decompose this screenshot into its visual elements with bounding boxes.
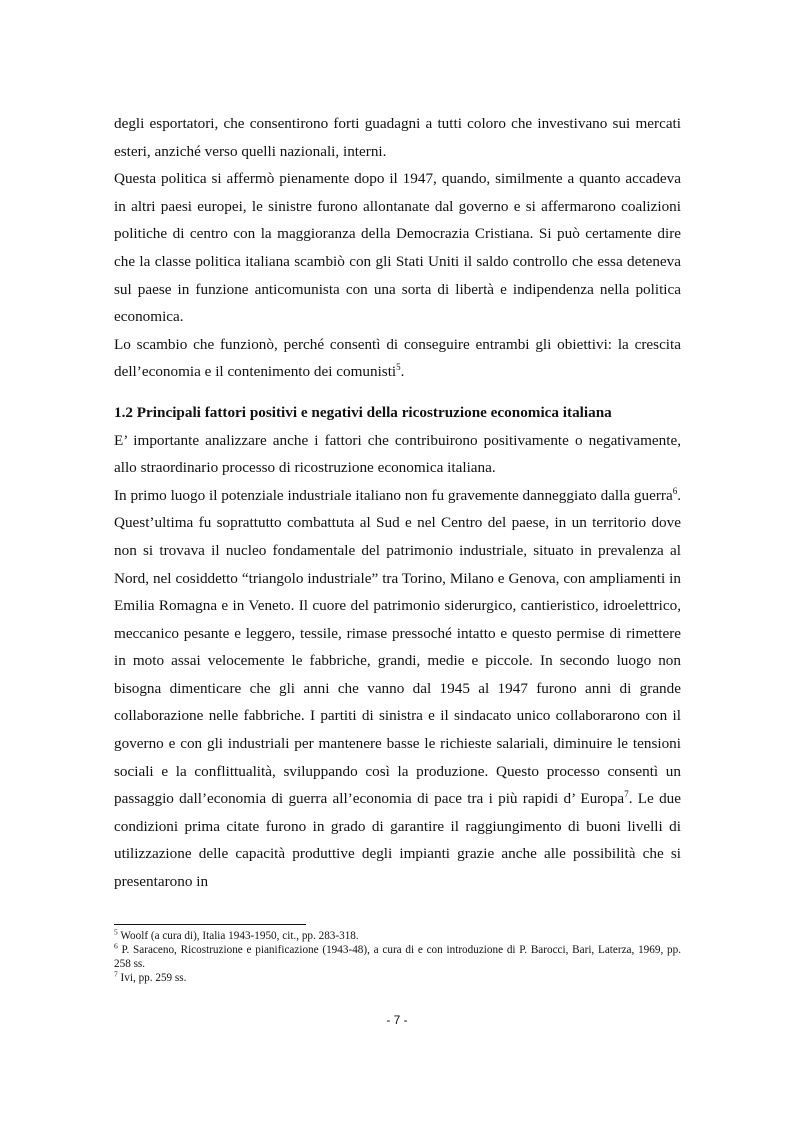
body-text (114, 110, 681, 896)
paragraph (114, 482, 681, 896)
footnote-ref-6[interactable]: 6 (672, 485, 678, 496)
paragraph-text: . Le due condizioni prima citate furono in grado di garantire il raggiungimento di buoni livelli di utilizzazione delle capacità produttive degli impianti grazie anche alle possibilità che si presentarono in (114, 790, 682, 891)
footnote-text: P. Saraceno, Ricostruzione e pianificazione (1943-48), a cura di e con introduzione di P. Barocci, Bari, Laterza, 1969, pp. 258 ss. (114, 944, 681, 970)
footnote-divider (114, 924, 306, 925)
footnotes (114, 929, 681, 985)
footnote-ref-5[interactable]: 5 (396, 362, 401, 373)
section-heading: 1.2 Principali fattori positivi e negativi della ricostruzione economica italiana (114, 403, 612, 421)
footnote-number: 6 (114, 941, 118, 951)
footnote-text: Woolf (a cura di), Italia 1943-1950, cit., pp. 283-318. (120, 930, 359, 942)
paragraph-text: . Quest’ultima fu soprattutto combattuta al Sud e nel Centro del paese, in un territorio dove non si trovava il nucleo fondamentale del patrimonio industriale, situato in prevalenza al Nord, nel cosiddetto “triangolo industriale” tra Torino, Milano e Genova, con ampliamenti in Emilia Romagna e in Veneto. Il cuore del patrimonio siderurgico, cantieristico, idroelettrico, meccanico pesante e leggero, tessile, rimase pressoché intatto e questo permise di rimettere in moto assai velocemente le fabbriche, grandi, medie e piccole. In secondo luogo non bisogna dimenticare che gli anni che vanno dal 1945 al 1947 furono anni di grande collaborazione nelle fabbriche. I partiti di sinistra e il sindacato unico collaborarono con il governo e con gli industriali per mantenere basse le richieste salariali, diminuire le tensioni sociali e la conflittualità, sviluppando così la produzione. Questo processo consentì un passaggio dall’economia di guerra all’economia di pace tra i più rapidi d’ Europa (114, 486, 681, 808)
paragraph: Questa politica si affermò pienamente dopo il 1947, quando, similmente a quanto accadeva in altri paesi europei, le sinistre furono allontanate dal governo e si affermarono coalizioni politiche di centro con la maggioranza della Democrazia Cristiana. Si può certamente dire che la classe politica italiana scambiò con gli Stati Uniti il saldo controllo che essa deteneva sul paese in funzione anticomunista con una sorta di libertà e indipendenza nella politica economica. (114, 170, 681, 326)
paragraph-text: In primo luogo il potenziale industriale italiano non fu gravemente danneggiato dalla guerra (114, 486, 673, 504)
paragraph: E’ importante analizzare anche i fattori che contribuirono positivamente o negativamente, allo straordinario processo di ricostruzione economica italiana. (114, 431, 681, 477)
footnote-text: Ivi, pp. 259 ss. (120, 972, 187, 984)
paragraph-text: Lo scambio che funzionò, perché consentì di conseguire entrambi gli obiettivi: la crescita dell’economia e il contenimento dei comunisti (114, 335, 681, 381)
footnote-5 (114, 929, 681, 943)
paragraph (114, 331, 681, 386)
paragraph: degli esportatori, che consentirono forti guadagni a tutti coloro che investivano sui mercati esteri, anziché verso quelli nazionali, interni. (114, 115, 681, 160)
footnote-7 (114, 971, 681, 985)
footnote-ref-7[interactable]: 7 (624, 789, 629, 800)
footnote-number: 7 (114, 969, 118, 979)
page-number: - 7 - (386, 1013, 408, 1027)
footnote-number: 5 (114, 927, 118, 937)
footnote-6 (114, 943, 681, 971)
paragraph-text-end: . (400, 363, 405, 381)
